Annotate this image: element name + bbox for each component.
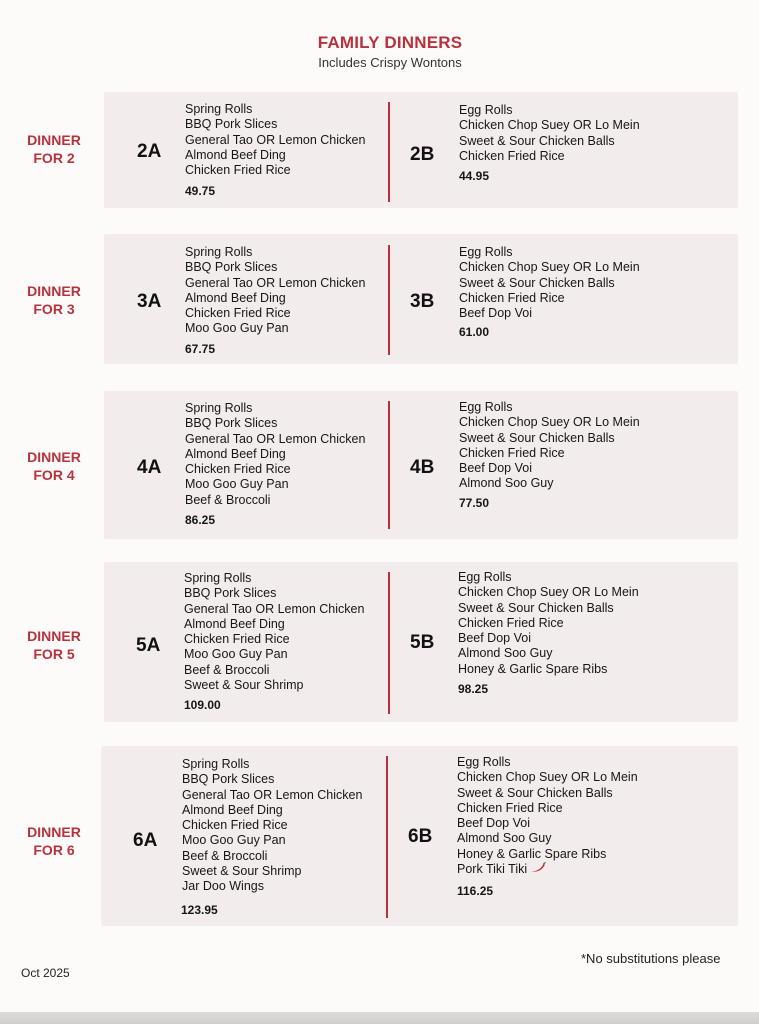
label-line: DINNER [27, 283, 81, 299]
menu-item [459, 291, 640, 306]
menu-item [459, 461, 640, 476]
combo-price-4b: 77.50 [459, 496, 490, 510]
menu-item [457, 770, 638, 785]
menu-item-label: Beef Dop Voi [457, 816, 530, 831]
menu-item-label: Chicken Fried Rice [459, 148, 565, 163]
menu-item-label: Chicken Fried Rice [457, 800, 563, 815]
combo-code-6b: 6B [408, 826, 433, 847]
combo-items-6a [182, 757, 362, 895]
combo-items-4b [459, 400, 640, 492]
menu-item-label: Chicken Chop Suey OR Lo Mein [459, 415, 640, 430]
menu-item-label: Moo Goo Guy Pan [184, 647, 288, 662]
label-line: DINNER [27, 628, 81, 644]
menu-item-label: Almond Soo Guy [458, 646, 553, 661]
combo-items-2b [459, 103, 640, 164]
menu-item [185, 102, 365, 117]
menu-item-label: Moo Goo Guy Pan [185, 477, 289, 492]
menu-item-label: Beef & Broccoli [185, 492, 271, 507]
menu-item [185, 401, 365, 416]
menu-item [185, 245, 365, 260]
label-line: FOR 6 [33, 842, 75, 858]
menu-item-label: Almond Soo Guy [459, 476, 554, 491]
menu-item-label: Beef Dop Voi [459, 461, 532, 476]
menu-item [185, 447, 365, 462]
dinner-label-6 [0, 823, 108, 859]
menu-item [457, 862, 638, 877]
menu-item-label: Chicken Chop Suey OR Lo Mein [459, 118, 640, 133]
combo-code-2b: 2B [410, 144, 435, 165]
label-line: FOR 2 [33, 150, 75, 166]
combo-price-2b: 44.95 [459, 169, 490, 183]
section-subtitle: Includes Crispy Wontons [318, 55, 462, 70]
menu-item [458, 631, 639, 646]
menu-item [459, 245, 640, 260]
menu-item [458, 601, 639, 616]
combo-price-5a: 109.00 [184, 698, 221, 712]
combo-price-3a: 67.75 [185, 342, 216, 356]
menu-item-label: Egg Rolls [459, 245, 513, 259]
menu-item [185, 416, 365, 431]
menu-item-label: Moo Goo Guy Pan [185, 321, 289, 336]
combo-code-3b: 3B [410, 291, 435, 312]
dinner-label-3 [0, 282, 108, 318]
menu-item [182, 818, 362, 833]
combo-items-3b [459, 245, 640, 321]
menu-date: Oct 2025 [21, 966, 70, 980]
combo-price-2a: 49.75 [185, 184, 216, 198]
menu-item [459, 103, 640, 118]
menu-item-label: General Tao OR Lemon Chicken [185, 431, 366, 446]
menu-item-label: Chicken Chop Suey OR Lo Mein [457, 770, 638, 785]
combo-items-6b [457, 755, 638, 877]
menu-item-label: General Tao OR Lemon Chicken [184, 601, 365, 616]
label-line: FOR 4 [33, 467, 75, 483]
menu-item-label: Chicken Fried Rice [185, 306, 291, 321]
menu-item-label: Chicken Fried Rice [185, 462, 291, 477]
menu-item [457, 786, 638, 801]
menu-item-label: Chicken Chop Suey OR Lo Mein [458, 585, 639, 600]
menu-item-label: Beef & Broccoli [182, 848, 268, 863]
menu-item [459, 149, 640, 164]
menu-item [184, 678, 364, 693]
menu-item [459, 134, 640, 149]
menu-item-label: General Tao OR Lemon Chicken [185, 275, 366, 290]
menu-item [185, 477, 365, 492]
combo-items-4a [185, 401, 365, 508]
menu-item-label: Spring Rolls [185, 102, 253, 116]
menu-item [185, 163, 365, 178]
combo-code-2a: 2A [137, 141, 162, 162]
label-line: DINNER [27, 132, 81, 148]
combo-divider [388, 245, 390, 355]
menu-item [185, 462, 365, 477]
menu-item [185, 276, 365, 291]
menu-item-label: Chicken Fried Rice [459, 445, 565, 460]
menu-item-label: General Tao OR Lemon Chicken [185, 132, 366, 147]
menu-item [182, 864, 362, 879]
menu-item-label: Chicken Fried Rice [184, 632, 290, 647]
menu-item-label: Almond Beef Ding [185, 147, 286, 162]
menu-item-label: Sweet & Sour Chicken Balls [457, 785, 613, 800]
combo-code-4b: 4B [410, 457, 435, 478]
menu-item [185, 321, 365, 336]
combo-items-3a [185, 245, 365, 337]
menu-item [185, 148, 365, 163]
menu-item [184, 647, 364, 662]
section-title: FAMILY DINNERS [317, 33, 463, 52]
menu-item-label: Jar Doo Wings [182, 879, 264, 894]
menu-item [182, 788, 362, 803]
menu-item [182, 757, 362, 772]
combo-price-4a: 86.25 [185, 513, 216, 527]
menu-item [185, 117, 365, 132]
combo-items-5a [184, 571, 364, 693]
menu-item [185, 306, 365, 321]
combo-code-5a: 5A [136, 635, 161, 656]
dinner-label-5 [0, 627, 108, 663]
menu-item-label: Moo Goo Guy Pan [182, 833, 286, 848]
menu-item-label: Almond Beef Ding [182, 802, 283, 817]
menu-item [457, 755, 638, 770]
menu-header [0, 33, 759, 70]
combo-code-3a: 3A [137, 291, 162, 312]
menu-item-label: Spring Rolls [185, 245, 253, 259]
menu-item [184, 571, 364, 586]
menu-item-label: BBQ Pork Slices [185, 117, 278, 132]
menu-item-label: Spring Rolls [182, 757, 250, 771]
menu-item-label: Sweet & Sour Chicken Balls [458, 600, 614, 615]
menu-item-label: Sweet & Sour Chicken Balls [459, 275, 615, 290]
menu-item-label: Sweet & Sour Shrimp [184, 678, 304, 693]
menu-item [457, 816, 638, 831]
menu-item [459, 415, 640, 430]
combo-code-6a: 6A [133, 830, 158, 851]
menu-item [182, 833, 362, 848]
substitution-note: *No substitutions please [581, 951, 721, 966]
menu-item-label: BBQ Pork Slices [184, 586, 277, 601]
menu-item [459, 306, 640, 321]
menu-item-label: Almond Beef Ding [185, 446, 286, 461]
menu-item [184, 602, 364, 617]
menu-item [185, 260, 365, 275]
menu-item [459, 446, 640, 461]
menu-item-label: BBQ Pork Slices [185, 260, 278, 275]
combo-code-5b: 5B [410, 632, 435, 653]
label-line: DINNER [27, 824, 81, 840]
label-line: FOR 5 [33, 646, 75, 662]
menu-item [185, 493, 365, 508]
menu-item [457, 801, 638, 816]
menu-item-label: Pork Tiki Tiki [457, 862, 528, 877]
combo-divider [386, 756, 388, 918]
menu-item-label: Egg Rolls [457, 755, 511, 769]
combo-items-5b [458, 570, 639, 677]
label-line: DINNER [27, 449, 81, 465]
label-line: FOR 3 [33, 301, 75, 317]
menu-item-label: Egg Rolls [459, 103, 513, 117]
combo-code-4a: 4A [137, 457, 162, 478]
combo-price-6a: 123.95 [181, 903, 218, 917]
menu-item [457, 831, 638, 846]
combo-price-3b: 61.00 [459, 325, 490, 339]
menu-item-label: Spring Rolls [184, 571, 252, 585]
menu-item [459, 431, 640, 446]
combo-price-5b: 98.25 [458, 682, 489, 696]
menu-item [185, 432, 365, 447]
menu-item-label: BBQ Pork Slices [185, 416, 278, 431]
menu-item [182, 879, 362, 894]
menu-item-label: Honey & Garlic Spare Ribs [457, 846, 607, 861]
menu-item-label: Sweet & Sour Chicken Balls [459, 430, 615, 445]
menu-item-label: Almond Beef Ding [185, 290, 286, 305]
menu-item [182, 772, 362, 787]
menu-item [184, 632, 364, 647]
menu-item [185, 133, 365, 148]
menu-item [459, 276, 640, 291]
menu-item [182, 849, 362, 864]
menu-item [457, 847, 638, 862]
menu-item-label: Sweet & Sour Chicken Balls [459, 133, 615, 148]
dinner-label-2 [0, 131, 108, 167]
menu-item-label: Chicken Fried Rice [458, 615, 564, 630]
menu-item [458, 662, 639, 677]
menu-item-label: Beef & Broccoli [184, 662, 270, 677]
combo-price-6b: 116.25 [457, 884, 494, 898]
menu-item-label: Egg Rolls [458, 570, 512, 584]
menu-item-label: Chicken Fried Rice [182, 818, 288, 833]
menu-item-label: Spring Rolls [185, 401, 253, 415]
menu-item [182, 803, 362, 818]
combo-divider [388, 401, 390, 529]
menu-item [184, 663, 364, 678]
menu-item [459, 476, 640, 491]
menu-item [458, 585, 639, 600]
menu-item [185, 291, 365, 306]
menu-item [184, 586, 364, 601]
menu-item [458, 646, 639, 661]
menu-item-label: Sweet & Sour Shrimp [182, 864, 302, 879]
menu-item [459, 260, 640, 275]
menu-item-label: BBQ Pork Slices [182, 772, 275, 787]
chili-pepper-icon [530, 862, 546, 876]
combo-divider [388, 102, 390, 202]
menu-item-label: Egg Rolls [459, 400, 513, 414]
menu-item [184, 617, 364, 632]
menu-item-label: General Tao OR Lemon Chicken [182, 787, 363, 802]
menu-item-label: Almond Soo Guy [457, 831, 552, 846]
dinner-label-4 [0, 448, 108, 484]
menu-item-label: Chicken Chop Suey OR Lo Mein [459, 260, 640, 275]
menu-item-label: Almond Beef Ding [184, 616, 285, 631]
menu-item [459, 118, 640, 133]
menu-item-label: Beef Dop Voi [458, 631, 531, 646]
combo-divider [388, 572, 390, 714]
combo-items-2a [185, 102, 365, 178]
menu-item [458, 570, 639, 585]
page-edge [0, 1012, 759, 1024]
menu-item-label: Honey & Garlic Spare Ribs [458, 661, 608, 676]
menu-item-label: Chicken Fried Rice [185, 163, 291, 178]
menu-item-label: Beef Dop Voi [459, 306, 532, 321]
menu-item [459, 400, 640, 415]
menu-item [458, 616, 639, 631]
menu-item-label: Chicken Fried Rice [459, 290, 565, 305]
